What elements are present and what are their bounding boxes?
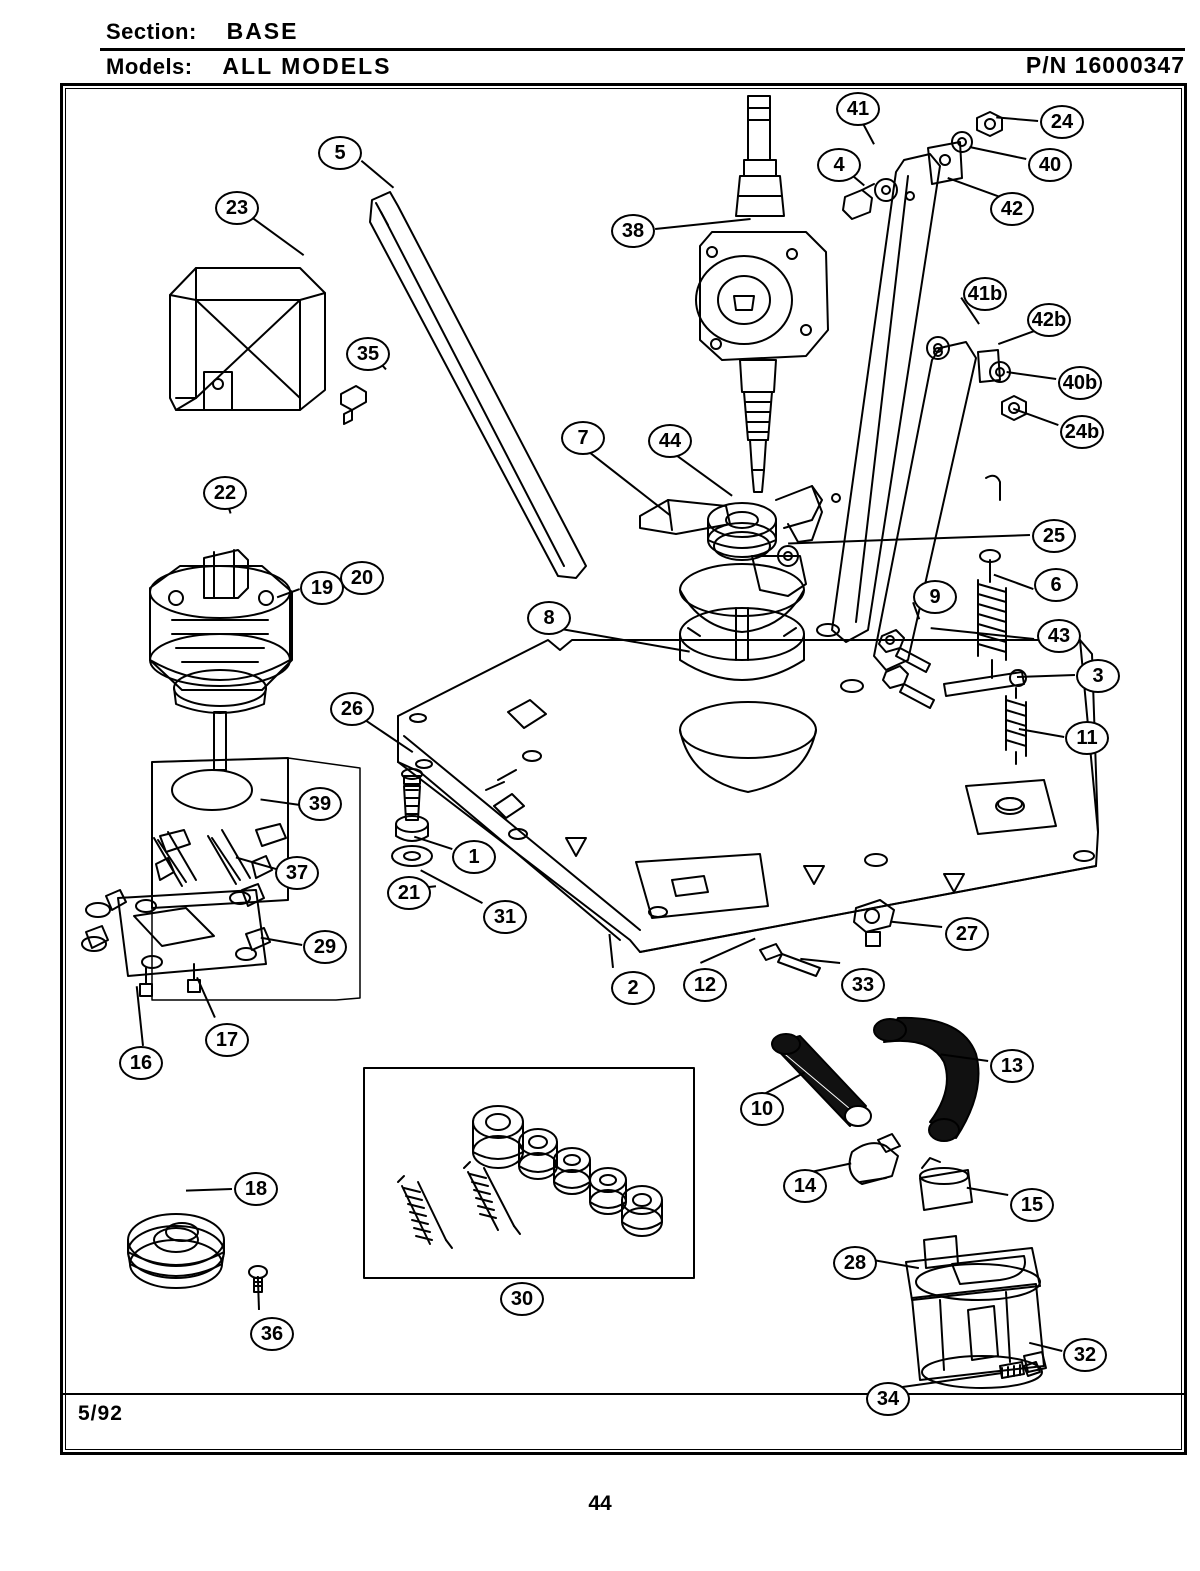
part-5-strut bbox=[370, 192, 586, 578]
part-30-kit-box bbox=[364, 1068, 694, 1278]
callout-25[interactable]: 25 bbox=[1032, 519, 1076, 553]
callout-23[interactable]: 23 bbox=[215, 191, 259, 225]
callout-26[interactable]: 26 bbox=[330, 692, 374, 726]
part-number: P/N 16000347 bbox=[1025, 52, 1185, 78]
models-label: Models: bbox=[106, 54, 193, 79]
callout-10[interactable]: 10 bbox=[740, 1092, 784, 1126]
callout-4[interactable]: 4 bbox=[817, 148, 861, 182]
callout-44[interactable]: 44 bbox=[648, 424, 692, 458]
callout-38[interactable]: 38 bbox=[611, 214, 655, 248]
callout-19[interactable]: 19 bbox=[300, 571, 344, 605]
callout-41[interactable]: 41 bbox=[836, 92, 880, 126]
callout-42-b[interactable]: 42b bbox=[1027, 303, 1071, 337]
callout-22[interactable]: 22 bbox=[203, 476, 247, 510]
callout-42[interactable]: 42 bbox=[990, 192, 1034, 226]
callout-27[interactable]: 27 bbox=[945, 917, 989, 951]
callout-3[interactable]: 3 bbox=[1076, 659, 1120, 693]
part-11-spring bbox=[1006, 688, 1026, 764]
callout-36[interactable]: 36 bbox=[250, 1317, 294, 1351]
callout-21[interactable]: 21 bbox=[387, 876, 431, 910]
callout-17[interactable]: 17 bbox=[205, 1023, 249, 1057]
callout-7[interactable]: 7 bbox=[561, 421, 605, 455]
section-label: Section: bbox=[106, 19, 197, 44]
revision-date: 5/92 bbox=[78, 1402, 123, 1425]
callout-37[interactable]: 37 bbox=[275, 856, 319, 890]
callout-30[interactable]: 30 bbox=[500, 1282, 544, 1316]
callout-12[interactable]: 12 bbox=[683, 968, 727, 1002]
part-8-tub-cone bbox=[680, 564, 816, 792]
callout-40-b[interactable]: 40b bbox=[1058, 366, 1102, 400]
callout-5[interactable]: 5 bbox=[318, 136, 362, 170]
callout-33[interactable]: 33 bbox=[841, 968, 885, 1002]
callout-28[interactable]: 28 bbox=[833, 1246, 877, 1280]
callout-11[interactable]: 11 bbox=[1065, 721, 1109, 755]
part-15-clamp bbox=[920, 1158, 972, 1210]
callout-32[interactable]: 32 bbox=[1063, 1338, 1107, 1372]
callout-18[interactable]: 18 bbox=[234, 1172, 278, 1206]
part-42-bracket-top bbox=[928, 142, 962, 184]
section-value: BASE bbox=[226, 18, 299, 44]
page-number: 44 bbox=[588, 1492, 612, 1515]
callout-15[interactable]: 15 bbox=[1010, 1188, 1054, 1222]
callout-6[interactable]: 6 bbox=[1034, 568, 1078, 602]
part-44-drive-bell bbox=[708, 503, 776, 560]
callout-31[interactable]: 31 bbox=[483, 900, 527, 934]
part-23-cover bbox=[170, 268, 325, 410]
callout-1[interactable]: 1 bbox=[452, 840, 496, 874]
callout-13[interactable]: 13 bbox=[990, 1049, 1034, 1083]
callout-14[interactable]: 14 bbox=[783, 1169, 827, 1203]
part-18-pulley bbox=[128, 1214, 224, 1288]
callout-2[interactable]: 2 bbox=[611, 971, 655, 1005]
part-3-rod bbox=[944, 670, 1026, 696]
strut-right-lower bbox=[874, 342, 976, 670]
part-38-gearcase bbox=[696, 96, 828, 492]
callout-20[interactable]: 20 bbox=[340, 561, 384, 595]
part-7-brace bbox=[640, 486, 822, 596]
part-35-screw bbox=[341, 386, 366, 424]
part-17-mount-base bbox=[82, 884, 270, 996]
part-22-motor bbox=[150, 550, 292, 770]
callout-9[interactable]: 9 bbox=[913, 580, 957, 614]
callout-24[interactable]: 24 bbox=[1040, 105, 1084, 139]
callout-43[interactable]: 43 bbox=[1037, 619, 1081, 653]
callout-24-b[interactable]: 24b bbox=[1060, 415, 1104, 449]
part-13-elbow-hose bbox=[874, 1018, 979, 1141]
callout-34[interactable]: 34 bbox=[866, 1382, 910, 1416]
callout-8[interactable]: 8 bbox=[527, 601, 571, 635]
callout-29[interactable]: 29 bbox=[303, 930, 347, 964]
part-42-bracket-mid bbox=[978, 350, 1000, 382]
callout-16[interactable]: 16 bbox=[119, 1046, 163, 1080]
callout-39[interactable]: 39 bbox=[298, 787, 342, 821]
models-value: ALL MODELS bbox=[222, 53, 392, 79]
part-14-fitting bbox=[850, 1134, 900, 1184]
callout-35[interactable]: 35 bbox=[346, 337, 390, 371]
part-4-bolt bbox=[843, 184, 874, 219]
callout-41-b[interactable]: 41b bbox=[963, 277, 1007, 311]
callout-40[interactable]: 40 bbox=[1028, 148, 1072, 182]
